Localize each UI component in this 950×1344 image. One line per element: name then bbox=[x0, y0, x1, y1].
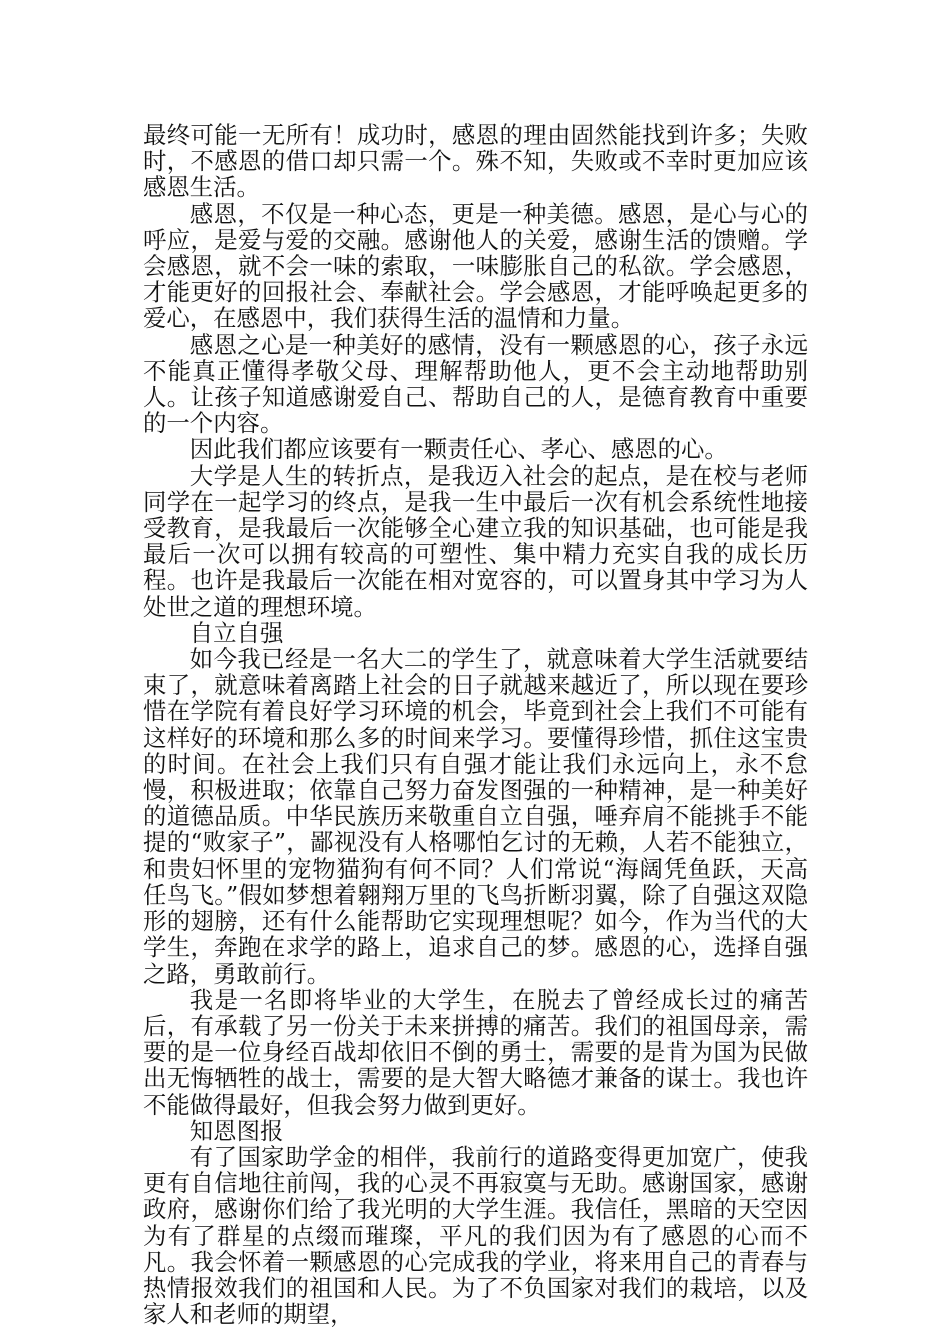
paragraph-3: 感恩之心是一种美好的感情，没有一颗感恩的心，孩子永远不能真正懂得孝敬父母、理解帮助他人，更不会主动地帮助别人。让孩子知道感谢爱自己、帮助自己的人，是德育教育中重要的一个内容。 bbox=[143, 330, 808, 438]
paragraph-7: 我是一名即将毕业的大学生，在脱去了曾经成长过的痛苦后，有承载了另一份关于未来拼搏的痛苦。我们的祖国母亲，需要的是一位身经百战却依旧不倒的勇士，需要的是肯为国为民做出无悔牺牲的战士，需要的是大智大略德才兼备的谋士。我也许不能做得最好，但我会努力做到更好。 bbox=[143, 985, 808, 1119]
paragraph-5: 大学是人生的转折点，是我迈入社会的起点，是在校与老师同学在一起学习的终点，是我一生中最后一次有机会系统性地接受教育，是我最后一次能够全心建立我的知识基础，也可能是我最后一次可以拥有较高的可塑性、集中精力充实自我的成长历程。也许是我最后一次能在相对宽容的，可以置身其中学习为人处世之道的理想环境。 bbox=[143, 461, 808, 621]
paragraph-6: 如今我已经是一名大二的学生了，就意味着大学生活就要结束了，就意味着离踏上社会的日子就越来越近了，所以现在要珍惜在学院有着良好学习环境的机会，毕竟到社会上我们不可能有这样好的环境和那么多的时间来学习。要懂得珍惜，抓住这宝贵的时间。在社会上我们只有自强才能让我们永远向上，永不怠慢，积极进取；依靠自己努力奋发图强的一种精神，是一种美好的道德品质。中华民族历来敬重自立自强，唾弃肩不能挑手不能提的“败家子”，鄙视没有人格哪怕乞讨的无赖，人若不能独立，和贵妇怀里的宠物猫狗有何不同？人们常说“海阔凭鱼跃，天高任鸟飞。”假如梦想着翱翔万里的飞鸟折断羽翼，除了自强这双隐形的翅膀，还有什么能帮助它实现理想呢？如今，作为当代的大学生，奔跑在求学的路上，追求自己的梦。感恩的心，选择自强之路，勇敢前行。 bbox=[143, 645, 808, 988]
paragraph-2: 感恩，不仅是一种心态，更是一种美德。感恩，是心与心的呼应，是爱与爱的交融。感谢他人的关爱，感谢生活的馈赠。学会感恩，就不会一味的索取，一味膨胀自己的私欲。学会感恩，才能更好的回报社会、奉献社会。学会感恩，才能呼唤起更多的爱心，在感恩中，我们获得生活的温情和力量。 bbox=[143, 199, 808, 333]
paragraph-8: 有了国家助学金的相伴，我前行的道路变得更加宽广，使我更有自信地往前闯，我的心灵不再寂寞与无助。感谢国家，感谢政府，感谢你们给了我光明的大学生涯。我信任，黑暗的天空因为有了群星的点缀而璀璨，平凡的我们因为有了感恩的心而不凡。我会怀着一颗感恩的心完成我的学业，将来用自己的青春与热情报效我们的祖国和人民。为了不负国家对我们的栽培，以及家人和老师的期望， bbox=[143, 1142, 808, 1329]
document-page bbox=[143, 122, 808, 1327]
section-heading-self-reliance: 自立自强 bbox=[189, 618, 284, 647]
paragraph-1: 最终可能一无所有！成功时，感恩的理由固然能找到许多；失败时，不感恩的借口却只需一个。殊不知，失败或不幸时更加应该感恩生活。 bbox=[143, 121, 808, 202]
section-heading-gratitude: 知恩图报 bbox=[189, 1116, 284, 1145]
paragraph-4: 因此我们都应该要有一颗责任心、孝心、感恩的心。 bbox=[189, 435, 728, 464]
